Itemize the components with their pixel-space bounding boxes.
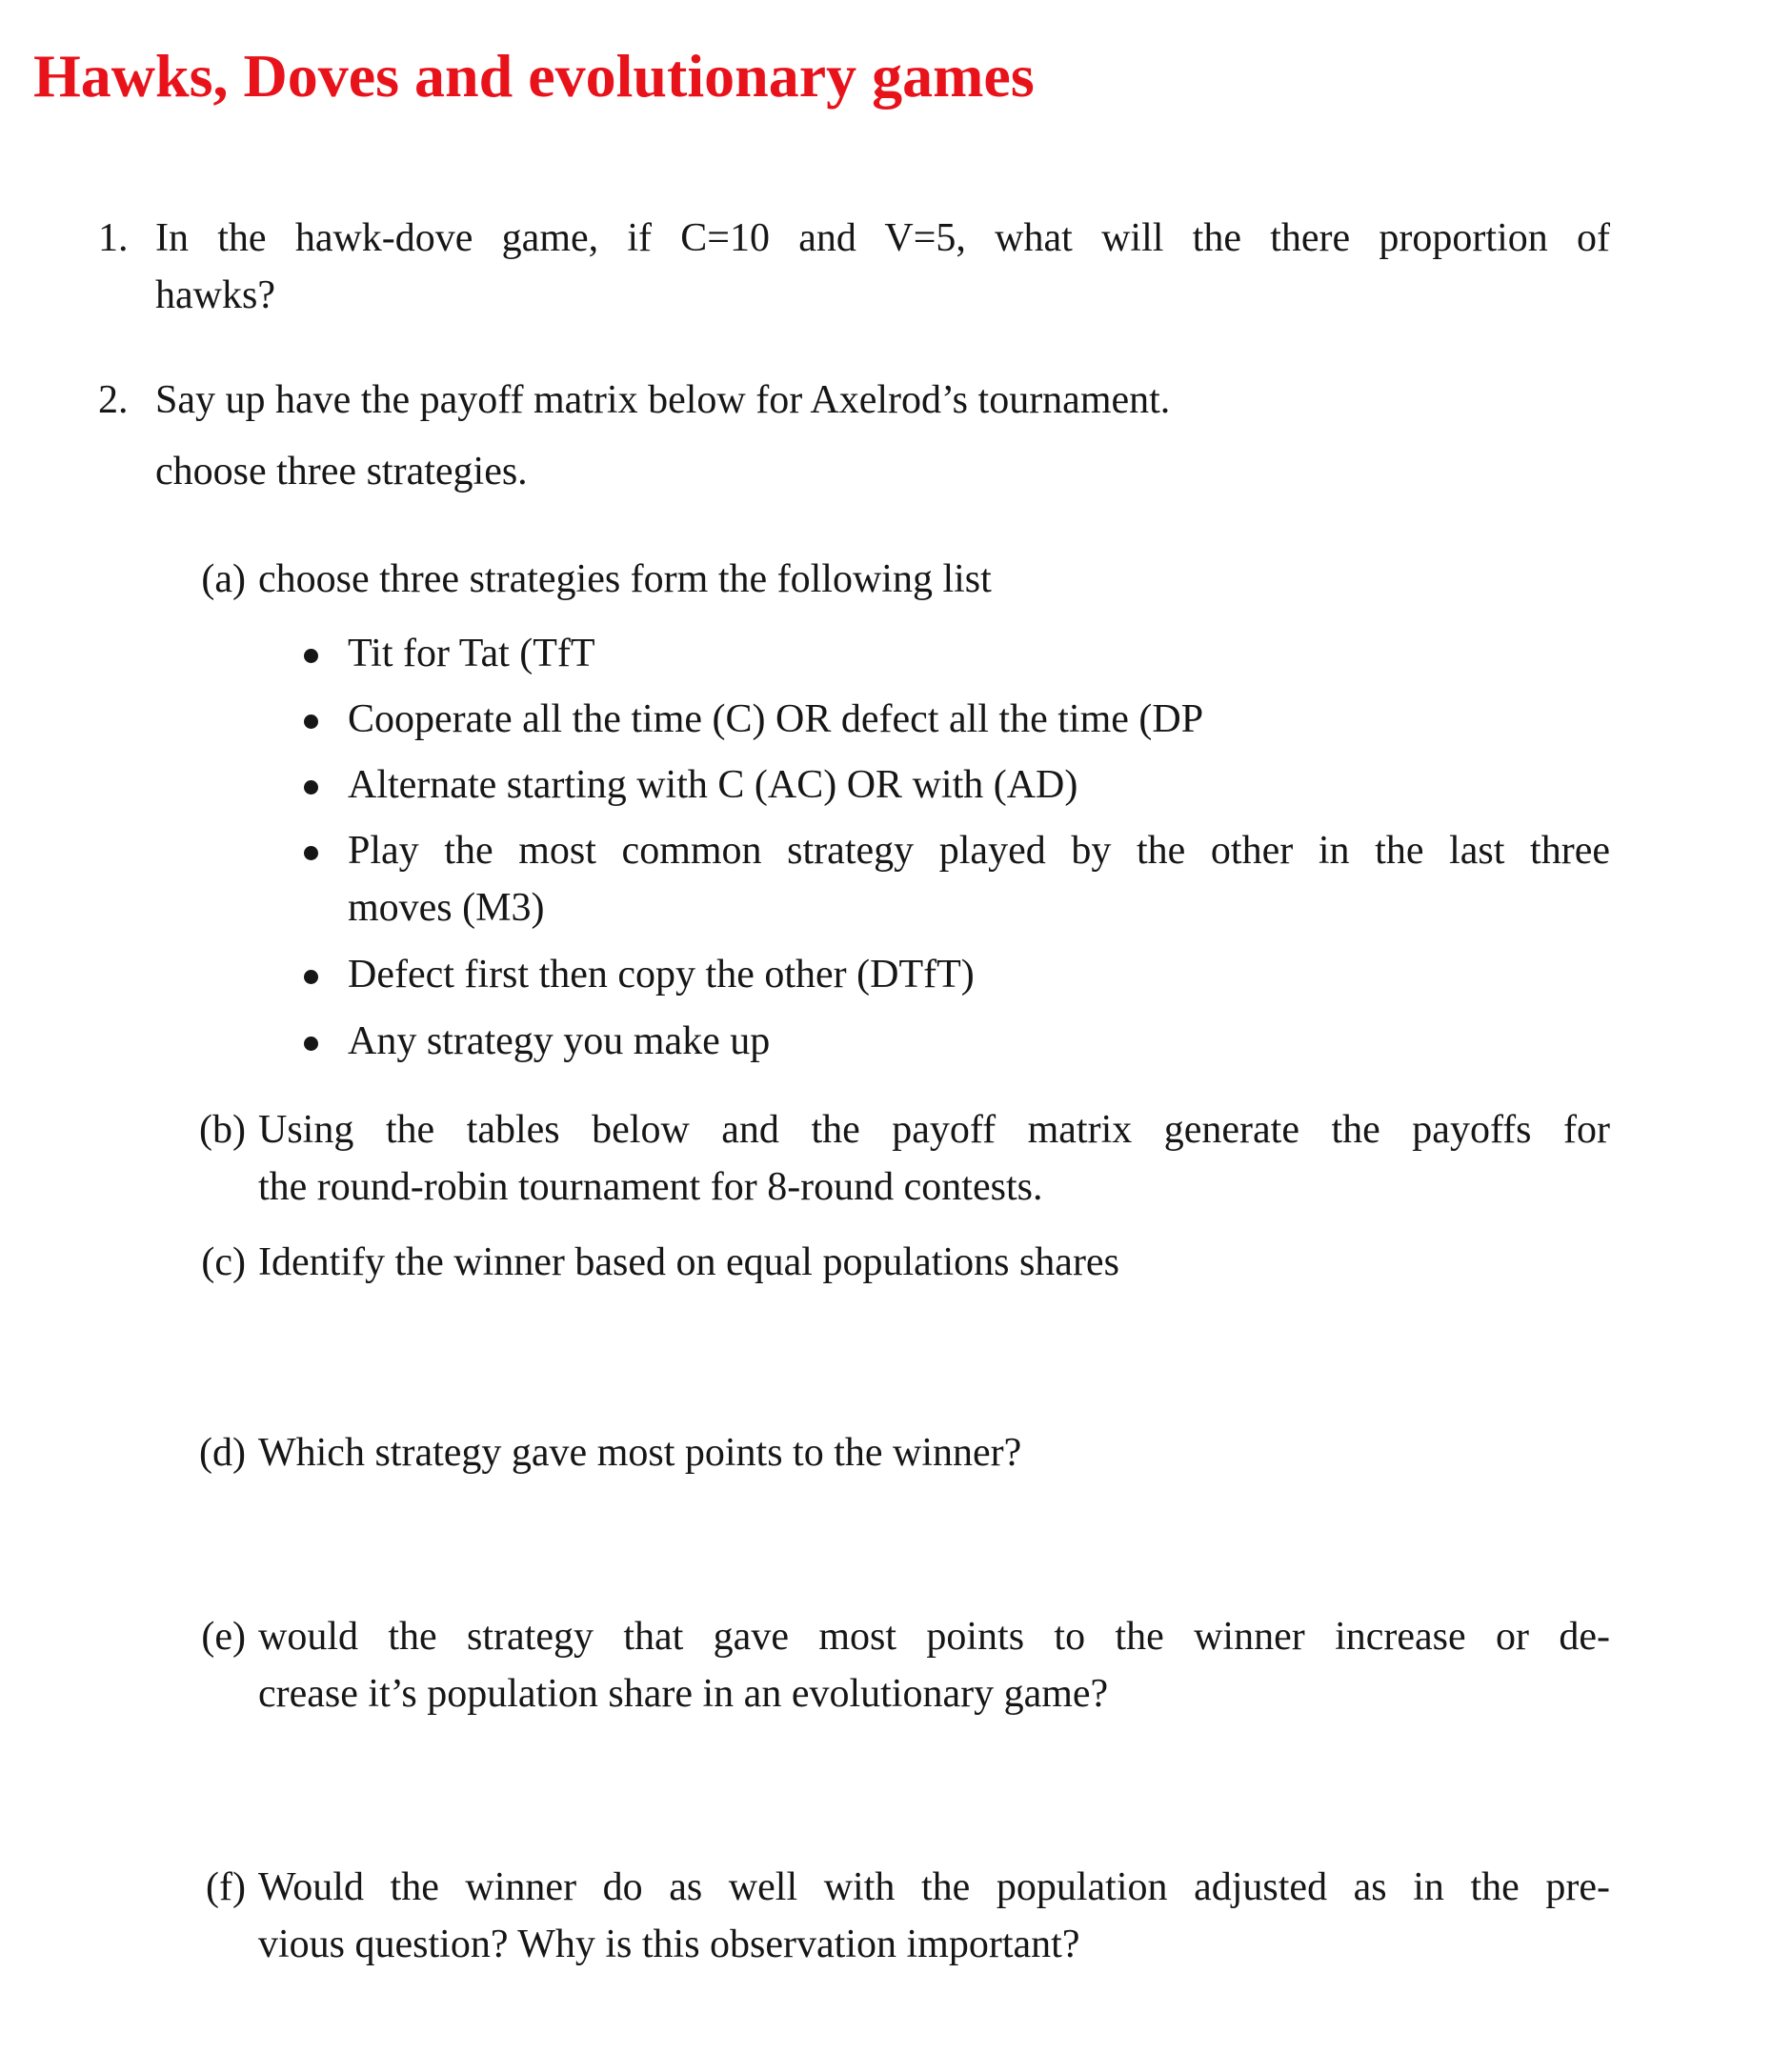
bullet-icon: [304, 649, 318, 663]
bullet-line: Cooperate all the time (C) OR defect all the time (DP: [348, 697, 1204, 741]
bullet-text: [348, 691, 1610, 748]
bullet-line: Defect first then copy the other (DTfT): [348, 953, 975, 997]
part-a-text: [258, 551, 1610, 608]
part-line: the round-robin tournament for 8-round contests.: [258, 1165, 1043, 1209]
part-line: choose three strategies form the following list: [258, 557, 992, 601]
part-a-label: (a): [201, 557, 246, 601]
question-1-text: [155, 210, 1610, 324]
question-2-number: 2.: [98, 378, 129, 422]
part-f-text: [258, 1859, 1610, 1973]
part-line: Using the tables below and the payoff matrix generate the payoffs for: [258, 1108, 1610, 1152]
part-line: Identify the winner based on equal populations shares: [258, 1240, 1119, 1284]
part-e-text: [258, 1608, 1610, 1722]
bullet-icon: [304, 846, 318, 860]
bullet-text: [348, 1013, 1610, 1070]
bullet-icon: [304, 970, 318, 984]
question-line: In the hawk-dove game, if C=10 and V=5, what will the there proportion of: [155, 216, 1610, 260]
question-line: choose three strategies.: [155, 450, 528, 493]
bullet-icon: [304, 715, 318, 729]
part-b-label: (b): [199, 1108, 246, 1152]
part-line: Which strategy gave most points to the winner?: [258, 1431, 1022, 1475]
question-2-text: [155, 372, 1610, 429]
bullet-line: moves (M3): [348, 886, 545, 930]
bullet-text: [348, 822, 1610, 936]
part-line: would the strategy that gave most points to the winner increase or de-: [258, 1615, 1610, 1659]
part-line: vious question? Why is this observation important?: [258, 1923, 1080, 1966]
bullet-line: Any strategy you make up: [348, 1019, 771, 1063]
bullet-icon: [304, 780, 318, 795]
bullet-icon: [304, 1037, 318, 1051]
part-d-text: [258, 1424, 1610, 1481]
bullet-line: Tit for Tat (TfT: [348, 632, 595, 675]
part-f-label: (f): [206, 1865, 246, 1909]
part-line: Would the winner do as well with the population adjusted as in the pre-: [258, 1865, 1610, 1909]
page-title: Hawks, Doves and evolutionary games: [33, 41, 1035, 110]
part-d-label: (d): [199, 1431, 246, 1475]
bullet-line: Play the most common strategy played by the other in the last three: [348, 829, 1610, 873]
bullet-line: Alternate starting with C (AC) OR with (AD): [348, 763, 1078, 807]
bullet-text: [348, 946, 1610, 1003]
bullet-text: [348, 756, 1610, 814]
part-line: crease it’s population share in an evolutionary game?: [258, 1672, 1109, 1716]
question-line: Say up have the payoff matrix below for Axelrod’s tournament.: [155, 378, 1171, 422]
part-c-text: [258, 1234, 1610, 1291]
part-c-label: (c): [201, 1240, 246, 1284]
question-2-continuation: [155, 443, 1610, 500]
part-e-label: (e): [201, 1615, 246, 1659]
question-line: hawks?: [155, 273, 275, 317]
question-1-number: 1.: [98, 216, 129, 260]
bullet-text: [348, 625, 1610, 682]
part-b-text: [258, 1101, 1610, 1216]
